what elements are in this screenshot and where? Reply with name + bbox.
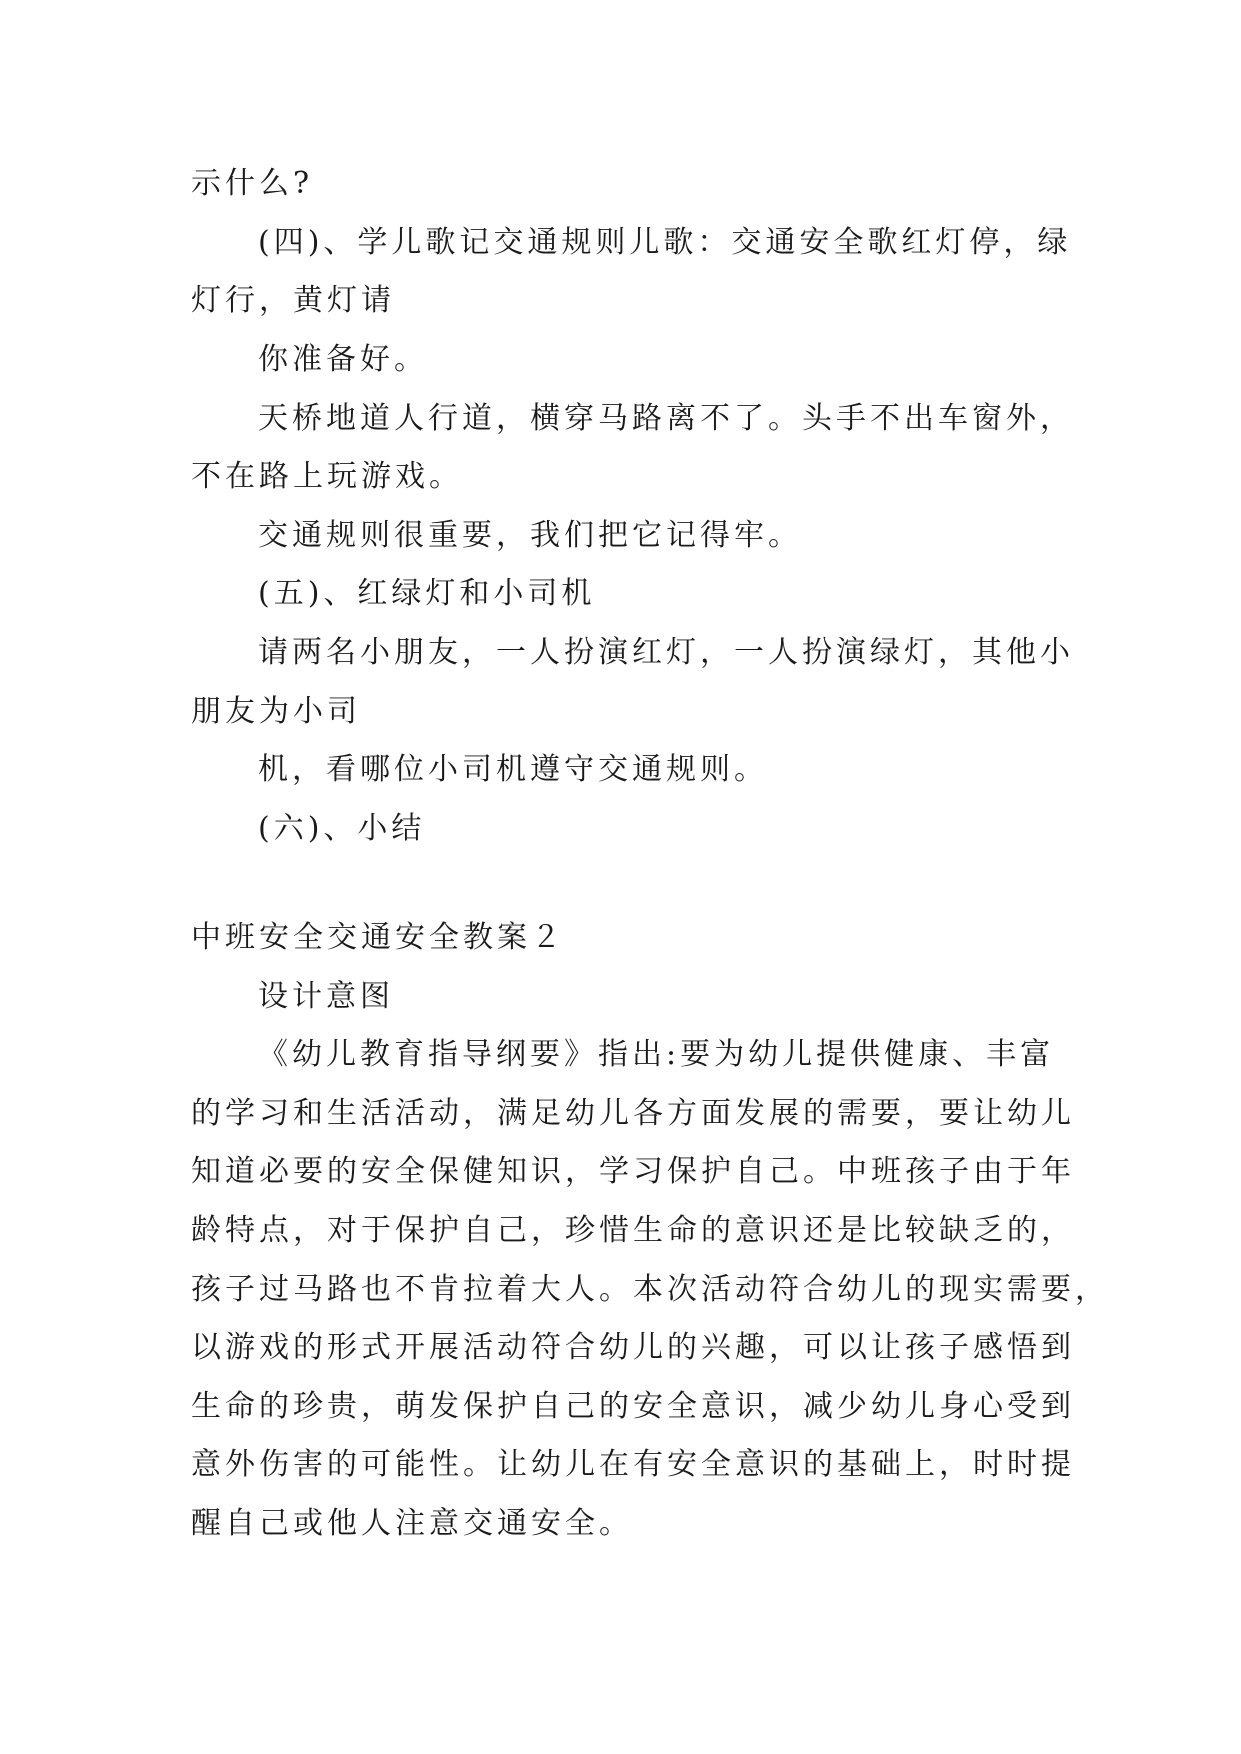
text-line: 天桥地道人行道，横穿马路离不了。头手不出车窗外， <box>258 401 1074 436</box>
text-line: 生命的珍贵，萌发保护自己的安全意识，减少幼儿身心受到 <box>191 1389 1075 1424</box>
text-line: 的学习和生活活动，满足幼儿各方面发展的需要，要让幼儿 <box>191 1096 1075 1131</box>
document-title: 中班安全交通安全教案２ <box>191 920 565 955</box>
text-line: 以游戏的形式开展活动符合幼儿的兴趣，可以让孩子感悟到 <box>191 1330 1075 1365</box>
text-line: 知道必要的安全保健知识，学习保护自己。中班孩子由于年 <box>191 1154 1075 1189</box>
text-line: 你准备好。 <box>258 342 428 377</box>
text-line: 机，看哪位小司机遵守交通规则。 <box>258 752 768 787</box>
text-line: 孩子过马路也不肯拉着大人。本次活动符合幼儿的现实需要， <box>191 1272 1109 1307</box>
text-line: 《幼儿教育指导纲要》指出:要为幼儿提供健康、丰富 <box>258 1037 1055 1072</box>
text-line: 龄特点，对于保护自己，珍惜生命的意识还是比较缺乏的， <box>191 1213 1075 1248</box>
text-line: 示什么? <box>191 166 314 201</box>
text-line: 交通规则很重要，我们把它记得牢。 <box>258 518 802 553</box>
text-line: 请两名小朋友，一人扮演红灯，一人扮演绿灯，其他小 <box>258 635 1074 670</box>
text-line: 醒自己或他人注意交通安全。 <box>191 1506 633 1541</box>
text-line: 不在路上玩游戏。 <box>191 459 463 494</box>
text-line: 朋友为小司 <box>191 694 361 729</box>
text-line: 灯行，黄灯请 <box>191 283 395 318</box>
section-heading-four: (四)、学儿歌记交通规则儿歌：交通安全歌红灯停，绿 <box>258 225 1072 260</box>
section-heading-design: 设计意图 <box>258 979 394 1014</box>
text-line: 意外伤害的可能性。让幼儿在有安全意识的基础上，时时提 <box>191 1447 1075 1482</box>
section-heading-five: (五)、红绿灯和小司机 <box>258 576 596 611</box>
section-heading-six: (六)、小结 <box>258 811 426 846</box>
